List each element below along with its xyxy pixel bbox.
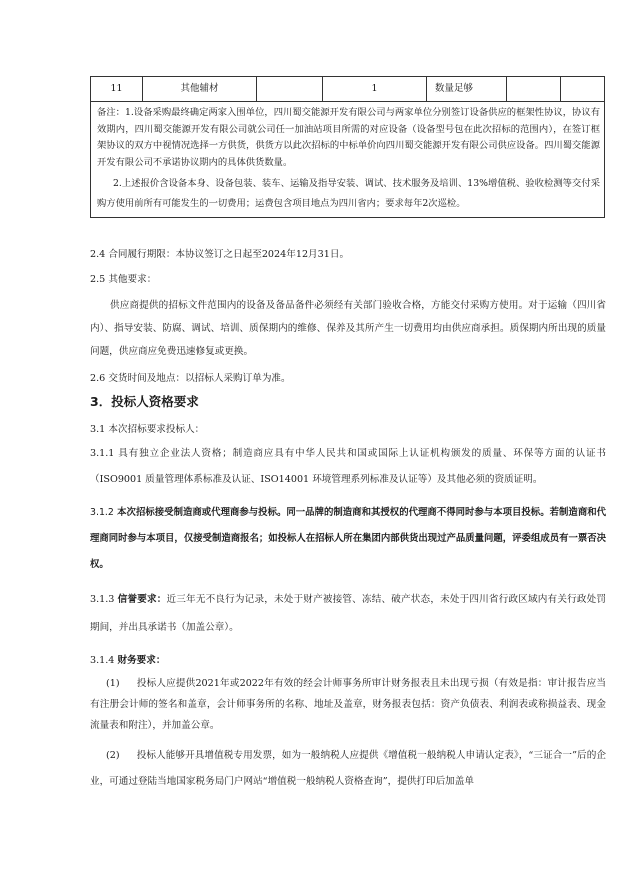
section-3-1 [90,423,606,436]
section-text: 本次招标要求投标人： [108,424,205,435]
cell-qty: 1 [323,77,427,102]
cell-empty [257,77,323,102]
section-label: 财务要求： [117,655,166,666]
cell-name: 其他辅材 [143,77,257,102]
table-note-row [91,102,605,218]
finance-item-2 [90,743,606,795]
section-number: 2.4 [90,249,106,260]
section-2-5-heading [90,273,606,286]
table-note-1: 备注：1.设备采购最终确定两家入围单位，四川蜀交能源开发有限公司与两家单位分别签订设备供应的框架性协议，协议有效期内，四川蜀交能源开发有限公司就公司任一加油站项目所需的对应设备（设备型号包在此次招标的范围内），在签订框架协议的双方中视情况选择一方供货，供货方以此次招标的中标单价向四川蜀交能源开发有限公司供应设备。四川蜀交能源开发有限公司不承诺协议期内的具体供货数量。 [97,107,600,168]
section-text: 近三年无不良行为记录，未处于财产被接管、冻结、破产状态，未处于四川省行政区域内有关行政处罚期间，并出具承诺书（加盖公章）。 [90,594,607,633]
section-3-1-3 [90,586,606,642]
cell-remark: 数量足够 [427,77,507,102]
section-2-6 [90,372,606,385]
section-text: 交货时间及地点：以招标人采购订单为准。 [108,373,291,384]
equipment-table [90,76,605,218]
table-note-2: 2.上述报价含设备本身、设备包装、装车、运输及指导安装、调试、技术服务及培训、13%增值税、验收检测等交付采购方使用前所有可能发生的一切费用；运费包含项目地点为四川省内；要求每年2次巡检。 [97,178,600,209]
section-text: 具有独立企业法人资格；制造商应具有中华人民共和国或国际上认证机构颁发的质量、环保等方面的认证书（ISO9001 质量管理体系标准及认证、ISO14001 环境管理系列标准及认证等）及其他必须的资质证明。 [90,448,606,485]
section-2-5-paragraph: 供应商提供的招标文件范围内的设备及备品备件必须经有关部门验收合格，方能交付采购方使用。对于运输（四川省内）、指导安装、防腐、调试、培训、质保期内的维修、保养及其所产生一切费用均由供应商承担。质保期内所出现的质量问题，供应商应免费迅速修复或更换。 [90,300,606,357]
table-row [91,77,605,102]
item-number: (1) [106,678,120,689]
section-number: 2.5 [90,274,106,285]
section-number: 3.1 [90,424,106,435]
cell-empty [561,77,605,102]
section-number: 2.6 [90,373,106,384]
section-3-heading: 3．投标人资格要求 [90,394,199,409]
section-number: 3.1.4 [90,655,115,666]
section-number: 3.1.3 [90,594,115,605]
cell-no: 11 [91,77,143,102]
item-number: (2) [106,750,120,761]
cell-empty [507,77,561,102]
section-title: 其他要求： [108,274,157,285]
item-text: 投标人能够开具增值税专用发票，如为一般纳税人应提供《增值税一般纳税人申请认定表》，“三证合一”后的企业，可通过登陆当地国家税务局门户网站“增值税一般纳税人资格查询”，提供打印后加盖单 [90,750,606,787]
table-note-cell [91,102,605,218]
section-2-4 [90,248,606,261]
section-text: 合同履行期限：本协议签订之日起至2024年12月31日。 [108,249,350,260]
section-number: 3.1.2 [90,507,114,518]
section-3-1-4 [90,654,606,667]
section-3-1-1 [90,441,606,493]
section-number: 3.1.1 [90,448,115,459]
item-text: 投标人应提供2021年或2022年有效的经会计师事务所审计财务报表且未出现亏损（有效是指：审计报告应当有注册会计师的签名和盖章，会计师事务所的名称、地址及盖章，财务报表包括：资产负债表、利润表或称损益表、现金流量表和附注），并加盖公章。 [90,678,606,731]
section-text: 本次招标接受制造商或代理商参与投标。同一品牌的制造商和其授权的代理商不得同时参与本项目投标。若制造商和代理商同时参与本项目，仅接受制造商报名；如投标人在招标人所在集团内部供货出现过产品质量问题，评委组成员有一票否决权。 [90,507,606,570]
section-3-1-2 [90,500,606,578]
finance-item-1 [90,673,606,736]
section-label: 信誉要求： [117,594,167,605]
